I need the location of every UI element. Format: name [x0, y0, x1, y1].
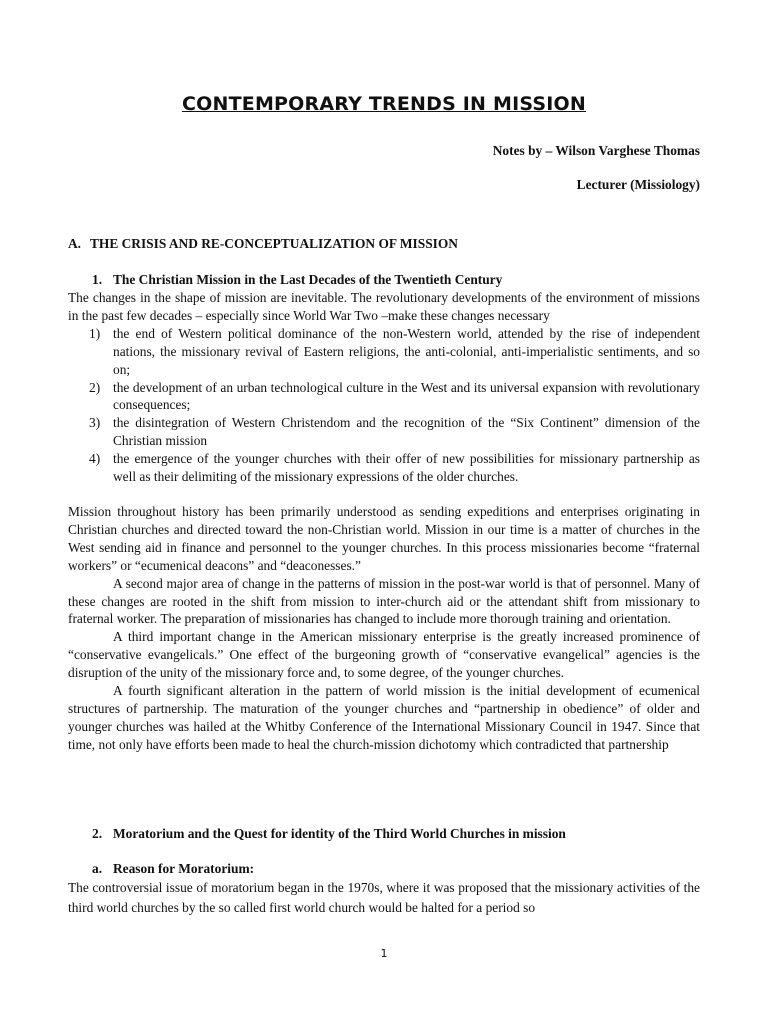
subsection-2-title: Moratorium and the Quest for identity of the Third World Churches in mission — [113, 826, 566, 841]
paragraph: The controversial issue of moratorium began in the 1970s, where it was proposed that the missionary activities of the third world churches by the so called first world church would be halted for a period so — [68, 880, 700, 915]
list-item — [68, 325, 700, 379]
subsection-2-label: 2. — [92, 826, 103, 841]
paragraph: Mission throughout history has been primarily understood as sending expeditions and enterprises originating in Christian churches and directed toward the non-Christian world. Mission in our time is a matter of churches in the West sending aid in finance and personnel to the younger churches. In this process missionaries become “fraternal workers” or “ecumenical deacons” and “deaconesses.” — [68, 504, 700, 573]
list-item — [68, 450, 700, 486]
section-a-title: THE CRISIS AND RE-CONCEPTUALIZATION OF MISSION — [90, 236, 458, 251]
role-line: Lecturer (Missiology) — [576, 177, 700, 192]
list-item-text: the disintegration of Western Christendom and the recognition of the “Six Continent” dimension of the Christian mission — [113, 415, 700, 449]
list-item — [68, 379, 700, 415]
list-item-number: 3) — [89, 415, 101, 431]
section-a-heading — [68, 235, 700, 253]
list-item-text: the end of Western political dominance of the non-Western world, attended by the rise of independent nations, the missionary revival of Eastern religions, the anti-colonial, anti-imperialistic sentiments, and so on; — [113, 325, 700, 377]
subsection-1-title: The Christian Mission in the Last Decades of the Twentieth Century — [113, 272, 503, 287]
moratorium-paragraph-wrap — [68, 878, 700, 918]
subsection-1-label: 1. — [92, 272, 103, 287]
intro-paragraph: The changes in the shape of mission are inevitable. The revolutionary developments of the environment of missions in the past few decades – especially since World War Two –make these changes necessary — [68, 290, 700, 323]
section-a-label: A. — [68, 236, 82, 251]
subsection-1-body — [68, 289, 700, 486]
mission-paragraphs — [68, 503, 700, 754]
subsection-2a-label: a. — [92, 861, 103, 876]
list-item — [68, 414, 700, 450]
subsection-2-heading — [92, 825, 700, 843]
paragraph: A fourth significant alteration in the pattern of world mission is the initial development of ecumenical structures of partnership. The maturation of the younger churches and “partnership in obedience” of older and younger churches was hailed at the Whitby Conference of the International Missionary Council in 1947. Since that time, not only have efforts been made to heal the church-mission dichotomy which contradicted that partnership — [68, 683, 700, 752]
paragraph: A third important change in the American missionary enterprise is the greatly increased prominence of “conservative evangelicals.” One effect of the burgeoning growth of “conservative evangelical” agencies is the disruption of the unity of the missionary force and, to some degree, of the younger churches. — [68, 629, 700, 681]
list-item-number: 4) — [89, 451, 101, 467]
list-item-number: 2) — [89, 379, 101, 395]
author-line: Notes by – Wilson Varghese Thomas — [492, 143, 700, 158]
subsection-2a-heading — [92, 860, 700, 878]
document-title: CONTEMPORARY TRENDS IN MISSION — [182, 93, 586, 115]
changes-list — [68, 325, 700, 486]
list-item-text: the emergence of the younger churches with their offer of new possibilities for missionary partnership as well as their delimiting of the missionary expressions of the older churches. — [113, 451, 700, 485]
paragraph: A second major area of change in the patterns of mission in the post-war world is that of personnel. Many of these changes are rooted in the shift from mission to inter-church aid or the attendant shift from missionary to fraternal worker. The preparation of missionaries has changed to include more thorough training and orientation. — [68, 575, 700, 627]
subsection-1-heading — [92, 271, 700, 289]
list-item-number: 1) — [89, 325, 101, 341]
page-number: 1 — [380, 947, 388, 960]
subsection-2a-title: Reason for Moratorium: — [113, 861, 255, 876]
list-item-text: the development of an urban technological culture in the West and its universal expansion with revolutionary consequences; — [113, 379, 700, 413]
